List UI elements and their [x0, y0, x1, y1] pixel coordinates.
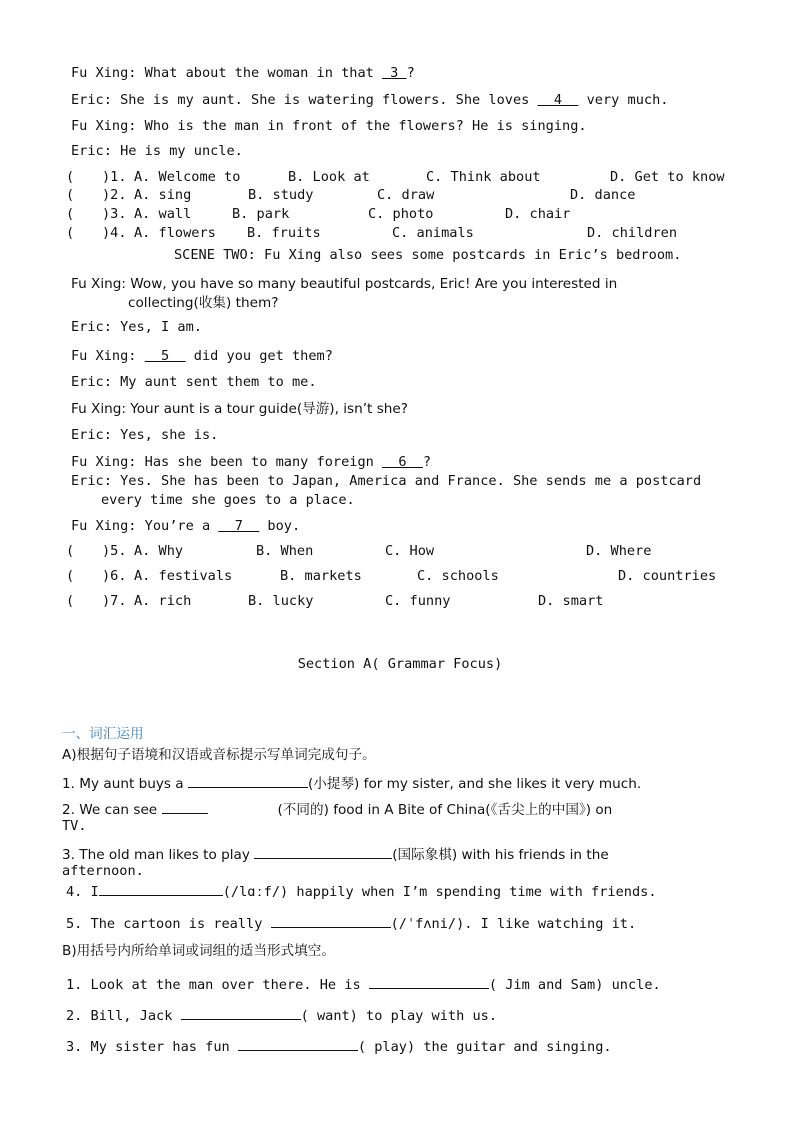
- dialogue-line: every time she goes to a place.: [101, 492, 355, 508]
- section-title: Section A( Grammar Focus): [297, 656, 503, 672]
- part-a-heading: A)根据句子语境和汉语或音标提示写单词完成句子。: [62, 747, 376, 763]
- exercise-line: 3. My sister has fun ( play) the guitar and singing.: [66, 1039, 612, 1055]
- option-c: C. funny: [385, 593, 451, 609]
- answer-paren: (: [66, 187, 75, 203]
- answer-paren: (: [66, 568, 75, 584]
- dialogue-line: Fu Xing: Your aunt is a tour guide(导游), isn’t she?: [71, 401, 408, 417]
- dialogue-line: collecting(收集) them?: [128, 295, 279, 311]
- dialogue-line: Eric: Yes. She has been to Japan, America and France. She sends me a postcard: [71, 473, 702, 489]
- option-a: A. flowers: [134, 225, 216, 241]
- exercise-line: afternoon.: [62, 863, 144, 879]
- option-d: D. Where: [586, 543, 652, 559]
- option-a: A. Why: [134, 543, 184, 559]
- option-a: A. Welcome to: [134, 169, 241, 185]
- exercise-line: 2. We can see (不同的) food in A Bite of China(《舌尖上的中国》) on: [62, 802, 613, 818]
- dialogue-line: Eric: Yes, I am.: [71, 319, 202, 335]
- option-b: B. fruits: [247, 225, 321, 241]
- answer-paren: (: [66, 593, 75, 609]
- option-b: B. When: [256, 543, 314, 559]
- dialogue-line: Fu Xing: What about the woman in that 3 ?: [71, 65, 415, 81]
- option-b: B. Look at: [288, 169, 370, 185]
- option-d: D. children: [587, 225, 678, 241]
- option-d: D. dance: [570, 187, 636, 203]
- part-b-heading: B)用括号内所给单词或词组的适当形式填空。: [62, 943, 335, 959]
- question-number: )5.: [102, 543, 127, 559]
- question-number: )7.: [102, 593, 127, 609]
- exercise-line: 2. Bill, Jack ( want) to play with us.: [66, 1008, 497, 1024]
- option-b: B. park: [232, 206, 290, 222]
- exercise-line: 1. My aunt buys a (小提琴) for my sister, and she likes it very much.: [62, 776, 642, 792]
- option-b: B. markets: [280, 568, 362, 584]
- exercise-line: 5. The cartoon is really (/ˈfʌni/). I like watching it.: [66, 916, 637, 932]
- dialogue-line: Fu Xing: Wow, you have so many beautiful postcards, Eric! Are you interested in: [71, 276, 618, 292]
- dialogue-line: Fu Xing: Has she been to many foreign 6 ?: [71, 454, 432, 470]
- question-number: )2.: [102, 187, 127, 203]
- dialogue-line: Eric: Yes, she is.: [71, 427, 219, 443]
- part-heading: 一、词汇运用: [62, 726, 144, 742]
- option-a: A. sing: [134, 187, 192, 203]
- dialogue-line: Fu Xing: Who is the man in front of the flowers? He is singing.: [71, 118, 587, 134]
- dialogue-line: Eric: He is my uncle.: [71, 143, 243, 159]
- answer-paren: (: [66, 543, 75, 559]
- exercise-line: TV.: [62, 818, 87, 834]
- question-number: )4.: [102, 225, 127, 241]
- option-c: C. draw: [377, 187, 435, 203]
- option-a: A. wall: [134, 206, 192, 222]
- option-c: C. schools: [417, 568, 499, 584]
- option-d: D. smart: [538, 593, 604, 609]
- answer-paren: (: [66, 169, 75, 185]
- option-d: D. Get to know: [610, 169, 725, 185]
- option-c: C. photo: [368, 206, 434, 222]
- dialogue-line: Fu Xing: 5 did you get them?: [71, 348, 333, 364]
- exercise-line: 4. I (/lɑːf/) happily when I’m spending time with friends.: [66, 884, 657, 900]
- question-number: )6.: [102, 568, 127, 584]
- exercise-line: 3. The old man likes to play (国际象棋) with his friends in the: [62, 847, 609, 863]
- option-b: B. study: [248, 187, 314, 203]
- option-a: A. festivals: [134, 568, 233, 584]
- option-a: A. rich: [134, 593, 192, 609]
- option-c: C. Think about: [426, 169, 541, 185]
- answer-paren: (: [66, 206, 75, 222]
- scene-two-heading: SCENE TWO: Fu Xing also sees some postcards in Eric’s bedroom.: [174, 247, 682, 263]
- option-b: B. lucky: [248, 593, 314, 609]
- question-number: )1.: [102, 169, 127, 185]
- exercise-line: 1. Look at the man over there. He is ( Jim and Sam) uncle.: [66, 977, 661, 993]
- option-d: D. chair: [505, 206, 571, 222]
- option-d: D. countries: [618, 568, 717, 584]
- question-number: )3.: [102, 206, 127, 222]
- dialogue-line: Eric: My aunt sent them to me.: [71, 374, 317, 390]
- dialogue-line: Fu Xing: You’re a 7 boy.: [71, 518, 301, 534]
- dialogue-line: Eric: She is my aunt. She is watering flowers. She loves 4 very much.: [71, 92, 669, 108]
- option-c: C. animals: [392, 225, 474, 241]
- option-c: C. How: [385, 543, 435, 559]
- answer-paren: (: [66, 225, 75, 241]
